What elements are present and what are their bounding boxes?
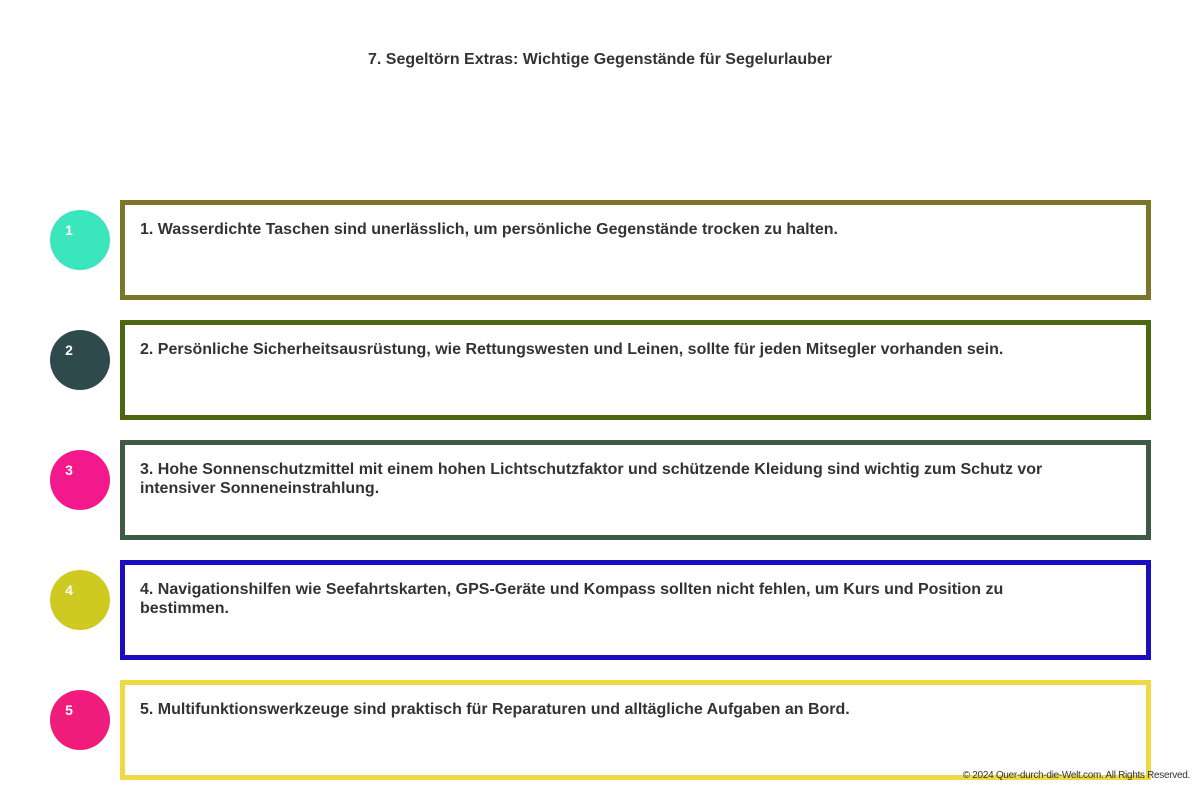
number-badge-1 <box>50 210 110 270</box>
number-badge-2 <box>50 330 110 390</box>
number-badge-label: 5 <box>65 702 73 718</box>
list-item-1 <box>0 200 1200 300</box>
item-box-1 <box>120 200 1151 300</box>
number-badge-5 <box>50 690 110 750</box>
number-badge-3 <box>50 450 110 510</box>
number-badge-label: 2 <box>65 342 73 358</box>
list-item-5 <box>0 680 1200 780</box>
item-text: 3. Hohe Sonnenschutzmittel mit einem hohen Lichtschutzfaktor und schützende Kleidung sind wichtig zum Schutz vor intensiver Sonneneinstrahlung. <box>140 461 1043 497</box>
item-box-4 <box>120 560 1151 660</box>
item-box-5 <box>120 680 1151 780</box>
page-title: 7. Segeltörn Extras: Wichtige Gegenstände für Segelurlauber <box>368 51 832 68</box>
list-item-2 <box>0 320 1200 420</box>
item-text: 2. Persönliche Sicherheitsausrüstung, wie Rettungswesten und Leinen, sollte für jeden Mitsegler vorhanden sein. <box>140 341 1004 358</box>
item-box-3 <box>120 440 1151 540</box>
list-item-3 <box>0 440 1200 540</box>
number-badge-label: 3 <box>65 462 73 478</box>
number-badge-4 <box>50 570 110 630</box>
list-item-4 <box>0 560 1200 660</box>
number-badge-label: 4 <box>65 582 73 598</box>
number-badge-label: 1 <box>65 222 73 238</box>
item-box-2 <box>120 320 1151 420</box>
copyright-footer: © 2024 Quer-durch-die-Welt.com. All Rights Reserved. <box>962 770 1190 781</box>
item-text: 1. Wasserdichte Taschen sind unerlässlich, um persönliche Gegenstände trocken zu halten. <box>140 221 838 238</box>
item-text: 4. Navigationshilfen wie Seefahrtskarten, GPS-Geräte und Kompass sollten nicht fehlen, um Kurs und Position zu bestimmen. <box>140 581 1004 617</box>
item-text: 5. Multifunktionswerkzeuge sind praktisch für Reparaturen und alltägliche Aufgaben an Bord. <box>140 701 850 718</box>
